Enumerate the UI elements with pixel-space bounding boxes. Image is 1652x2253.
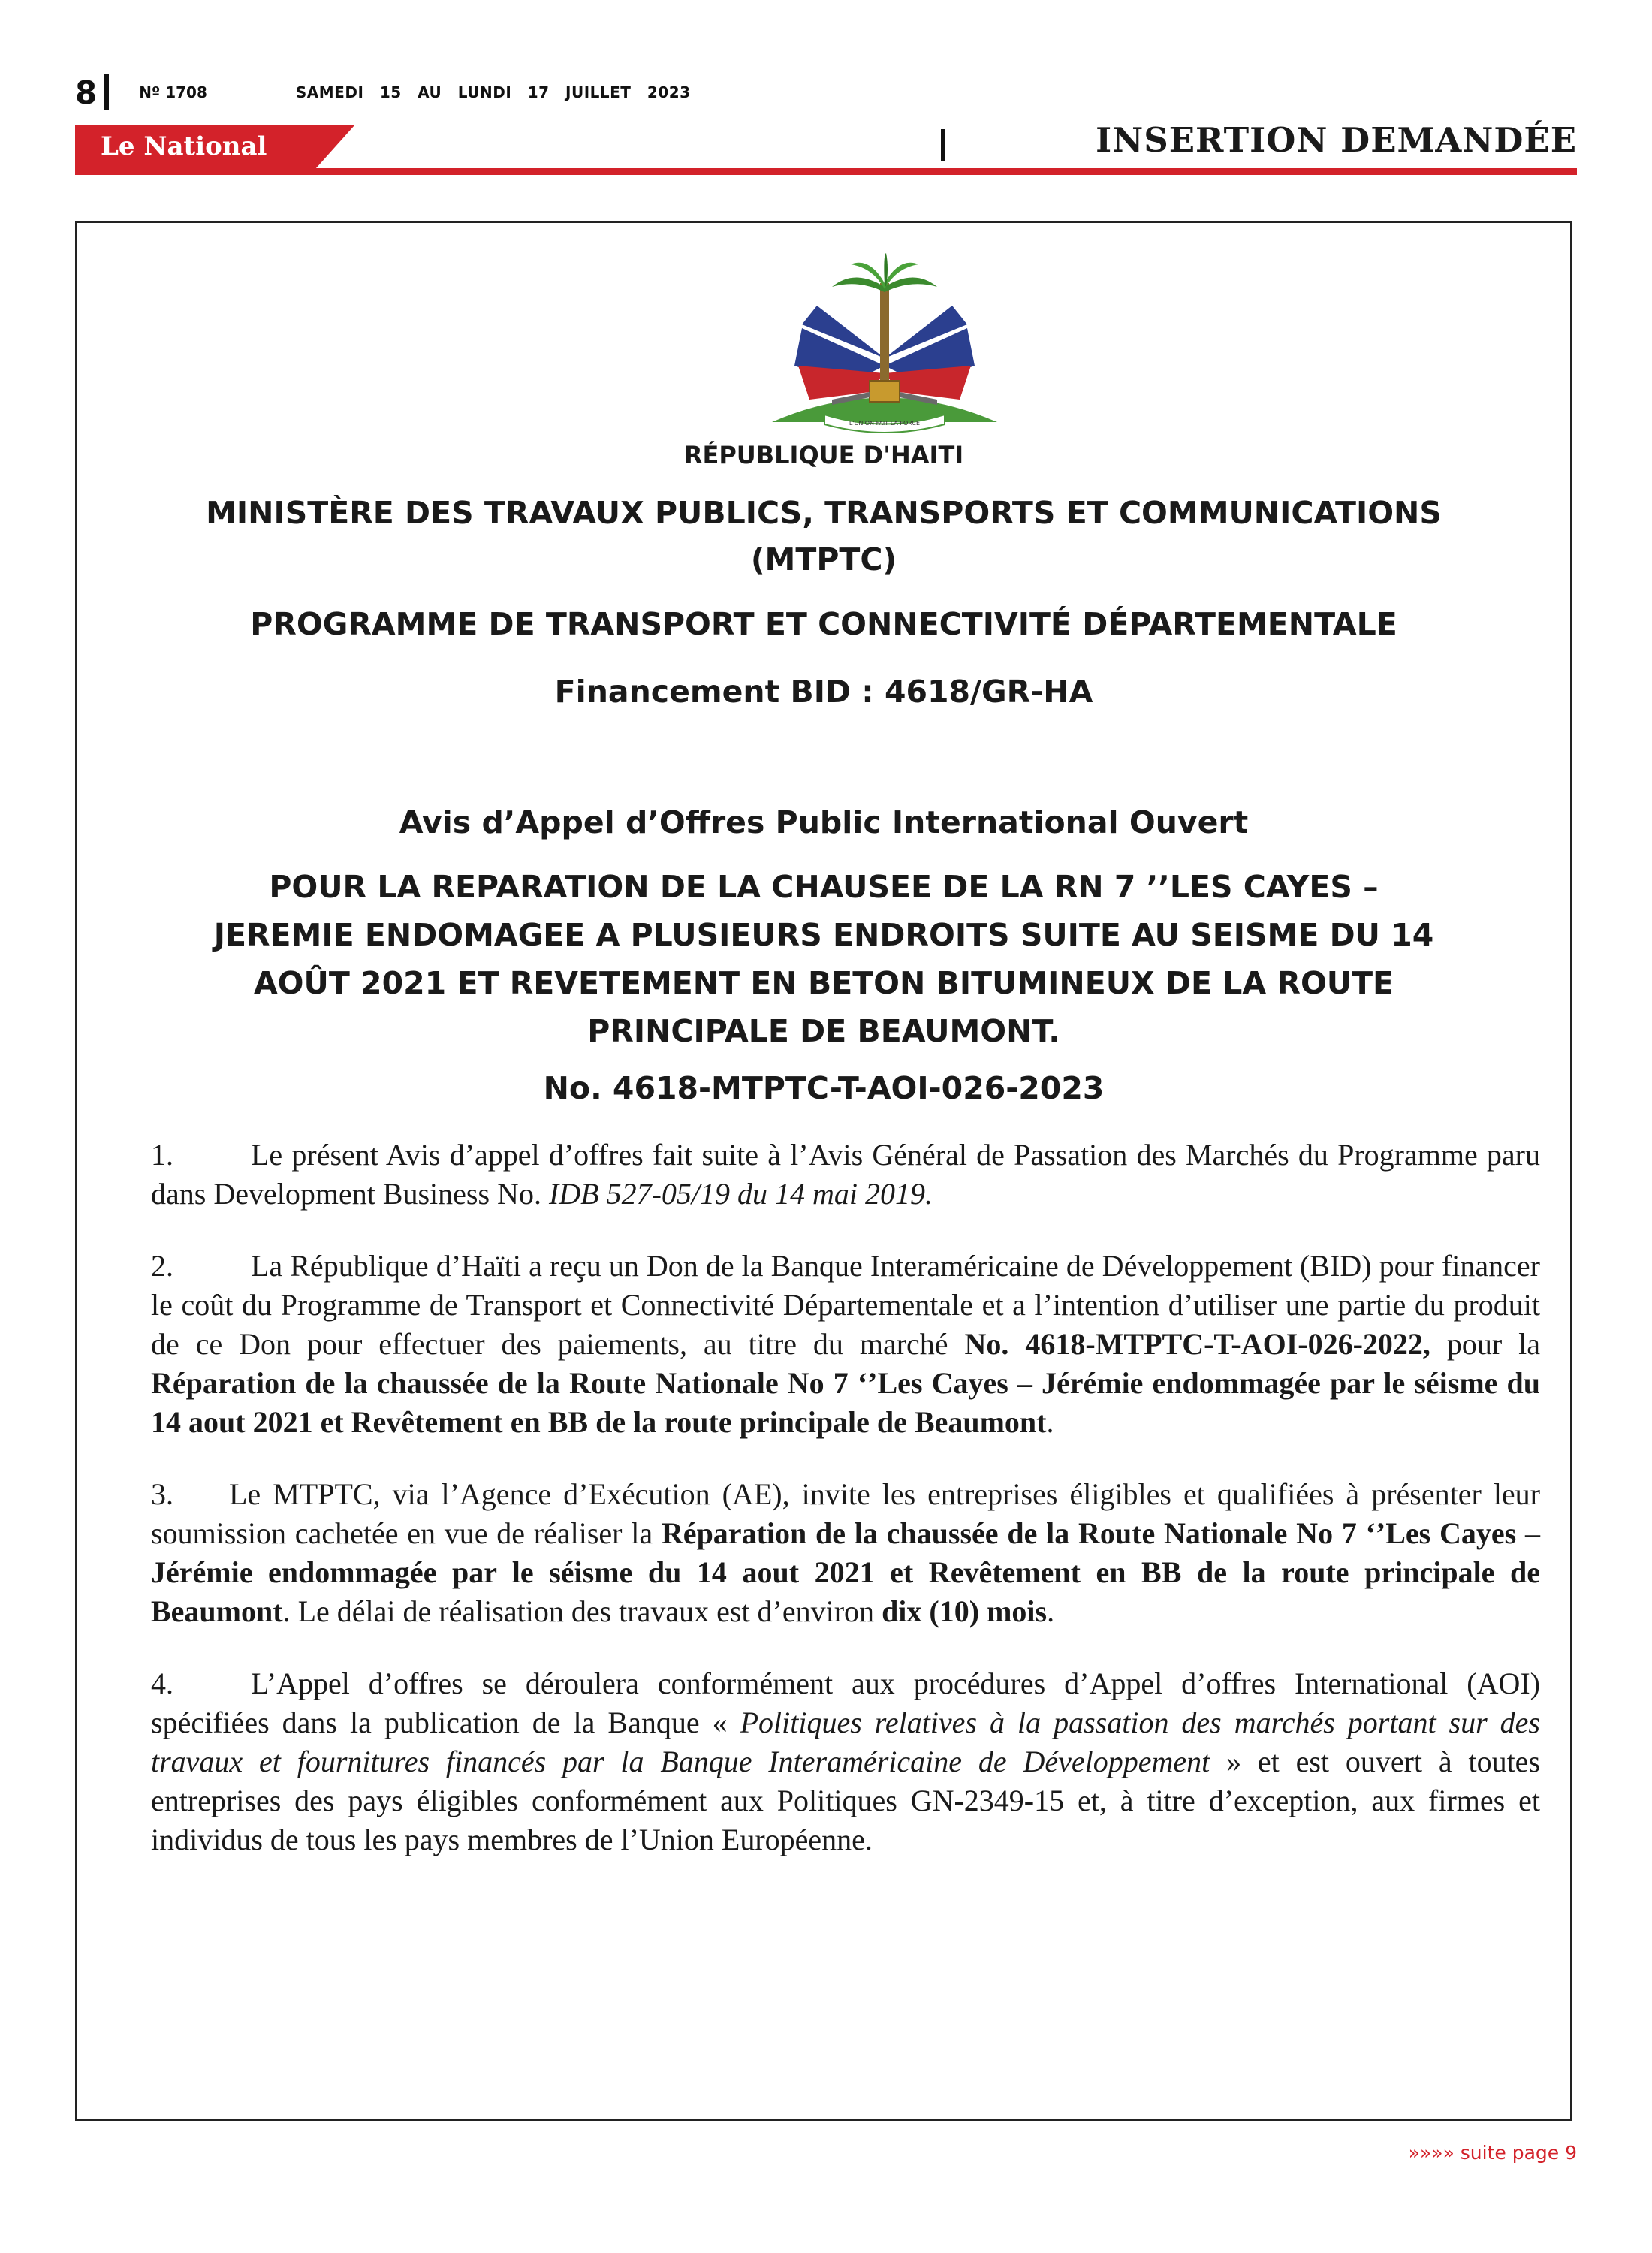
works-description: Réparation de la chaussée de la Route Nationale No 7 ‘’Les Cayes – Jérémie endommagée par le séisme du 14 aout 2021 et Revêtement en BB de la route principale de Beaumont [151, 1366, 1540, 1439]
paragraph-text: . Le délai de réalisation des travaux est d’environ [282, 1594, 882, 1628]
section-title: INSERTION DEMANDÉE [1096, 120, 1577, 160]
brand-tab [75, 125, 315, 169]
header-divider [941, 129, 945, 161]
paragraph-text: . [1046, 1405, 1054, 1439]
paragraph-2 [151, 1247, 1540, 1442]
paragraph-1 [151, 1136, 1540, 1214]
policy-title: Politiques relatives à la passation des marchés portant sur des travaux et fournitures financés par la Banque Interaméricaine de Développement [151, 1706, 1540, 1778]
works-description: Réparation de la chaussée de la Route Nationale No 7 ‘’Les Cayes – Jérémie endommagée par le séisme du 14 aout 2021 et Revêtement en BB de la route principale de Beaumont [151, 1516, 1541, 1628]
notice-title: Avis d’Appel d’Offres Public International Ouvert [399, 804, 1249, 840]
brand-name: Le National [101, 131, 267, 161]
issue-date: SAMEDI 15 AU LUNDI 17 JUILLET 2023 [295, 83, 691, 101]
paragraph-number: 2. [151, 1249, 173, 1283]
financing-line: Financement BID : 4618/GR-HA [554, 674, 1093, 710]
contract-number: No. 4618-MTPTC-T-AOI-026-2022, [964, 1327, 1430, 1361]
page-number-divider [104, 74, 109, 110]
paragraph-text: L’Appel d’offres se déroulera conformément aux procédures d’Appel d’offres International (AOI) spécifiées dans la publication de la Banque « [151, 1666, 1540, 1739]
republic-heading: RÉPUBLIQUE D'HAITI [683, 441, 964, 469]
masthead-rule [75, 168, 1577, 175]
paragraph-3 [151, 1475, 1540, 1631]
issue-number: Nº 1708 [139, 83, 207, 101]
page-header-meta [75, 74, 691, 111]
paragraph-text: » et est ouvert à toutes entreprises des pays éligibles conformément aux Politiques GN-2349-15 et, à titre d’exception, aux firmes et individus de tous les pays membres de l’Union Européenne. [151, 1745, 1541, 1856]
paragraph-number: 1. [151, 1138, 173, 1172]
page-number: 8 [75, 74, 98, 111]
paragraph-4 [151, 1664, 1540, 1859]
notice-reference: No. 4618-MTPTC-T-AOI-026-2023 [543, 1070, 1105, 1106]
ministry-name: MINISTÈRE DES TRAVAUX PUBLICS, TRANSPORTS ET COMMUNICATIONS [206, 495, 1442, 531]
paragraph-number: 3. [151, 1477, 173, 1511]
programme-heading: PROGRAMME DE TRANSPORT ET CONNECTIVITÉ DÉPARTEMENTALE [250, 606, 1397, 642]
emblem-motto: L'UNION FAIT LA FORCE [849, 420, 921, 427]
coat-of-arms-icon [757, 253, 1012, 433]
paragraph-text: La République d’Haïti a reçu un Don de la Banque Interaméricaine de Développement (BID) pour financer le coût du Programme de Transport et Connectivité Départementale et a l’intention d’utiliser une partie du produit de ce Don pour effectuer des paiements, au titre du marché [151, 1249, 1540, 1361]
notice-box [75, 221, 1572, 2121]
paragraph-text: Le MTPTC, via l’Agence d’Exécution (AE), invite les entreprises éligibles et qualifiées à présenter leur soumission cachetée en vue de réaliser la [151, 1477, 1540, 1550]
paragraph-text: Le présent Avis d’appel d’offres fait suite à l’Avis Général de Passation des Marchés du Programme paru dans Development Business No. [151, 1138, 1540, 1211]
continued-on-link[interactable]: »»»» suite page 9 [1408, 2142, 1577, 2164]
paragraph-text: pour la [1430, 1327, 1540, 1361]
ministry-heading [77, 490, 1570, 583]
execution-delay: dix (10) mois [882, 1594, 1048, 1628]
paragraph-italic: IDB 527-05/19 du 14 mai 2019. [548, 1177, 933, 1211]
paragraph-text: . [1047, 1594, 1055, 1628]
notice-body [151, 1136, 1540, 1893]
paragraph-number: 4. [151, 1666, 173, 1700]
notice-subject: POUR LA REPARATION DE LA CHAUSEE DE LA RN 7 ’’LES CAYES – JEREMIE ENDOMAGEE A PLUSIEURS ENDROITS SUITE AU SEISME DU 14 AOÛT 2021 ET REVETEMENT EN BETON BITUMINEUX DE LA ROUTE PRINCIPALE DE BEAUMONT. [213, 869, 1434, 1049]
ministry-acronym: (MTPTC) [750, 541, 897, 578]
